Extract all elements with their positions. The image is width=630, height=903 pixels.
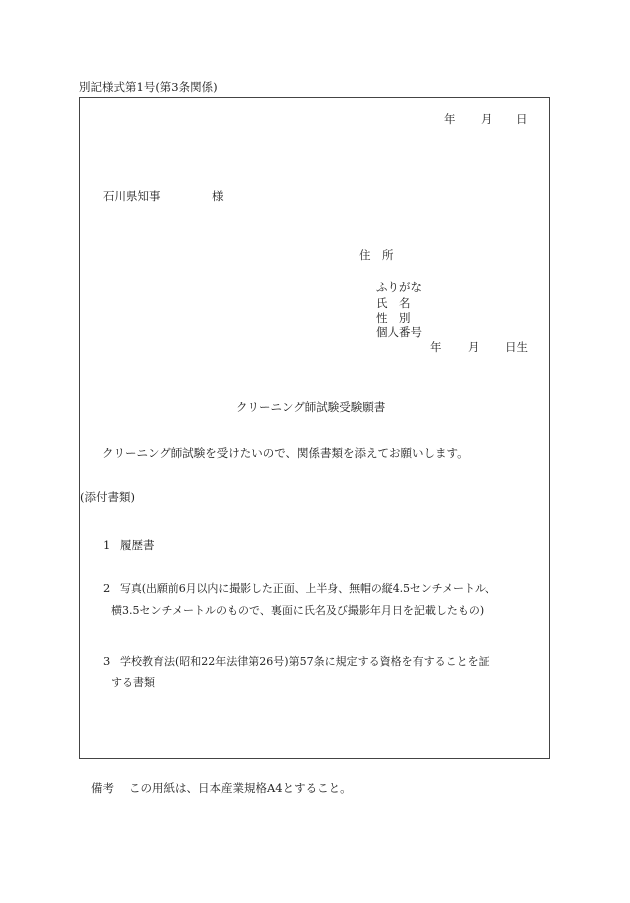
furigana-label: ふりがな: [376, 280, 422, 294]
remarks-text: この用紙は、日本産業規格A4とすること。: [129, 781, 352, 795]
attachment-text-line: する書類: [111, 676, 155, 689]
sex-label: 性 別: [376, 311, 411, 325]
attachment-number: 3: [103, 654, 111, 668]
name-label: 氏 名: [376, 296, 411, 310]
date-day-label: 日: [516, 112, 528, 126]
attachment-text-line: 写真(出願前6月以内に撮影した正面、上半身、無帽の縦4.5センチメートル、: [120, 582, 496, 595]
personal-number-label: 個人番号: [376, 325, 422, 339]
addressee-honorific: 様: [212, 189, 224, 203]
birth-month-label: 月: [468, 340, 480, 354]
form-label: 別記様式第1号(第3条関係): [79, 80, 218, 94]
attachment-number: 1: [103, 538, 111, 552]
attachment-text-line: 履歴書: [120, 538, 155, 552]
addressee-name: 石川県知事: [103, 189, 161, 203]
form-title: クリーニング師試験受験願書: [236, 400, 386, 414]
attachments-heading: (添付書類): [80, 490, 135, 504]
address-label: 住 所: [359, 248, 394, 262]
body-text: クリーニング師試験を受けたいので、関係書類を添えてお願いします。: [102, 446, 469, 460]
remarks-label: 備考: [91, 781, 114, 795]
attachment-number: 2: [103, 581, 111, 595]
attachment-text-line: 学校教育法(昭和22年法律第26号)第57条に規定する資格を有することを証: [120, 655, 490, 668]
attachment-text-line: 横3.5センチメートルのもので、裏面に氏名及び撮影年月日を記載したもの): [111, 604, 485, 617]
date-year-label: 年: [444, 112, 456, 126]
date-month-label: 月: [481, 112, 493, 126]
birth-day-suffix: 日生: [505, 340, 528, 354]
birth-year-label: 年: [430, 340, 442, 354]
